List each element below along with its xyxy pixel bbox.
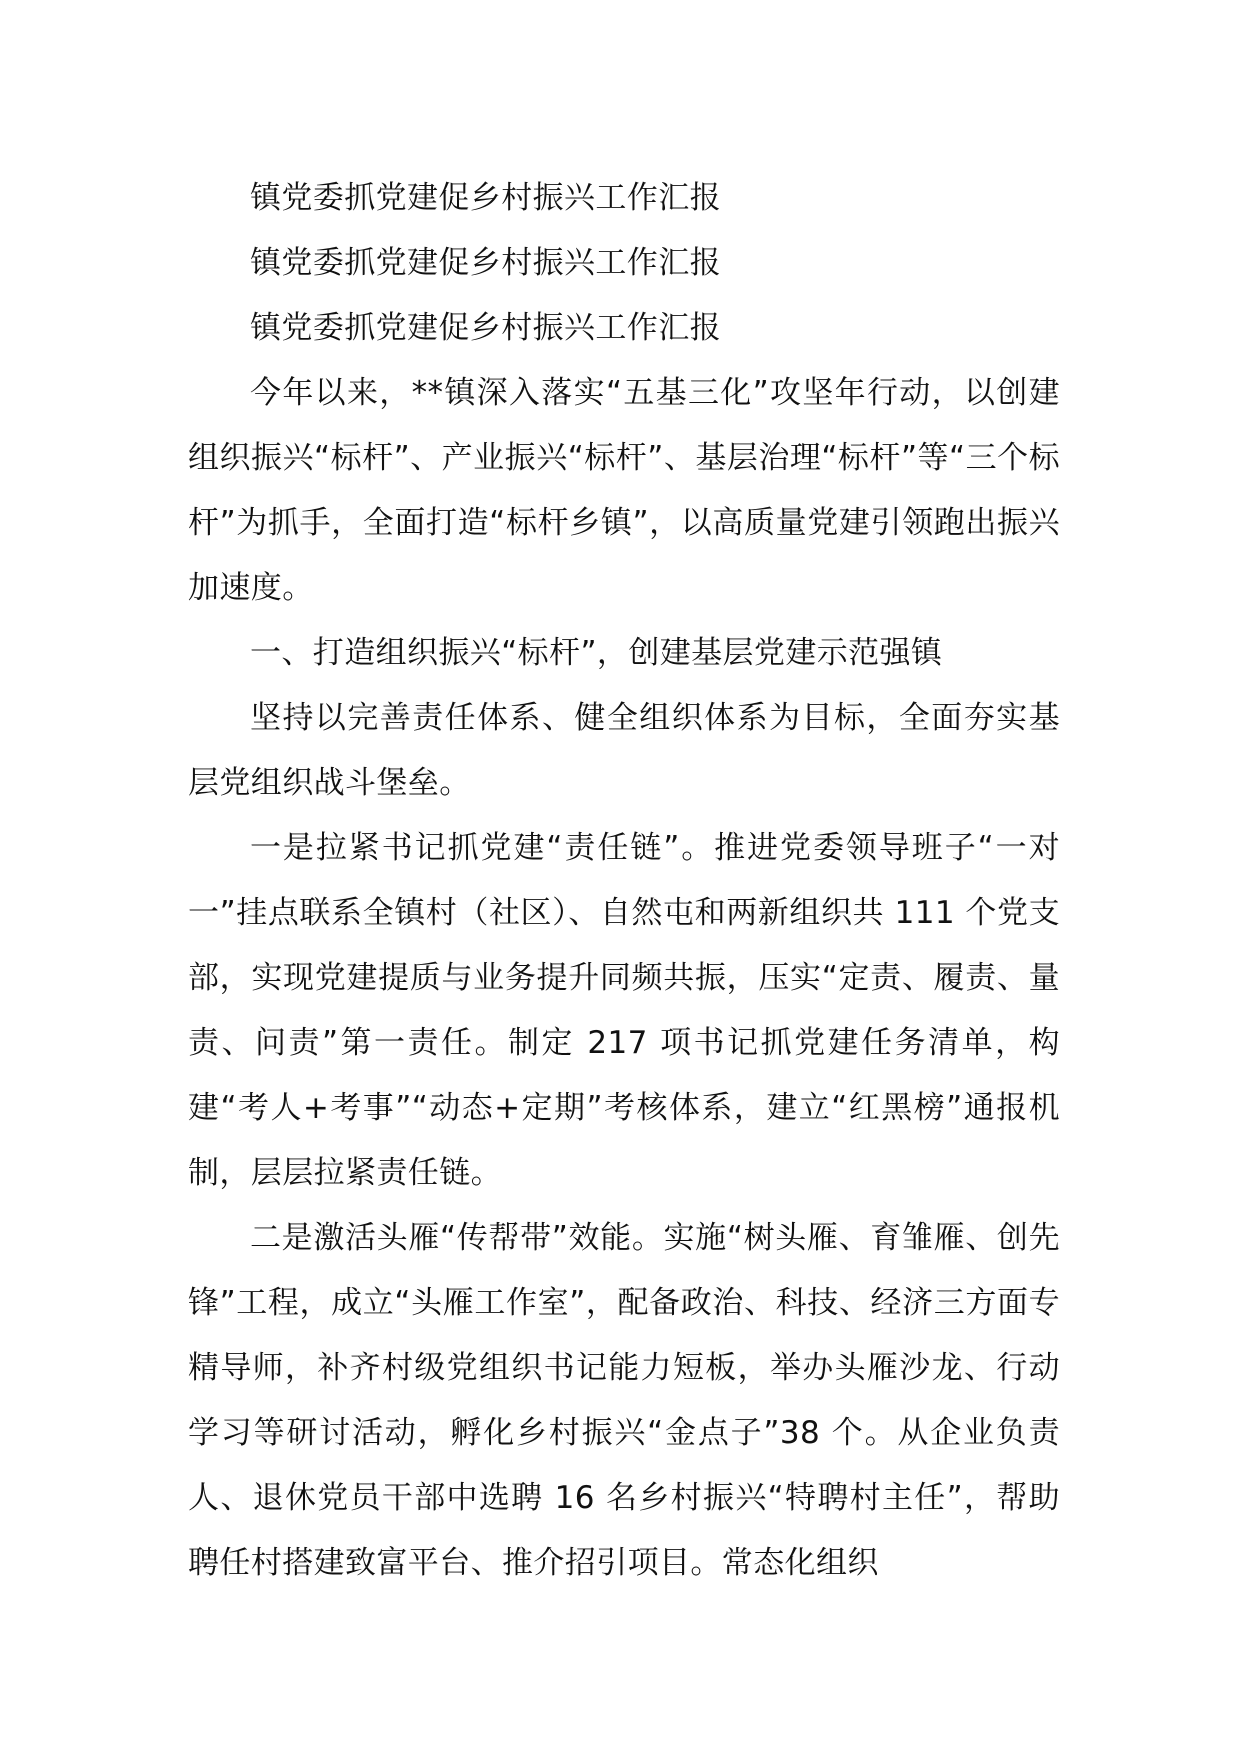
section-intro-paragraph: 坚持以完善责任体系、健全组织体系为目标，全面夯实基层党组织战斗堡垒。: [188, 700, 1060, 801]
document-body: [188, 166, 1060, 1596]
intro-paragraph: 今年以来，**镇深入落实“五基三化”攻坚年行动，以创建组织振兴“标杆”、产业振兴“标杆”、基层治理“标杆”等“三个标杆”为抓手，全面打造“标杆乡镇”，以高质量党建引领跑出振兴加速度。: [188, 375, 1060, 606]
document-title-1: 镇党委抓党建促乡村振兴工作汇报: [250, 180, 721, 216]
item-paragraph-1: 一是拉紧书记抓党建“责任链”。推进党委领导班子“一对一”挂点联系全镇村（社区）、自然屯和两新组织共 111 个党支部，实现党建提质与业务提升同频共振，压实“定责、履责、量责、问责”第一责任。制定 217 项书记抓党建任务清单，构建“考人+考事”“动态+定期”考核体系，建立“红黑榜”通报机制，层层拉紧责任链。: [188, 830, 1060, 1191]
document-title-2: 镇党委抓党建促乡村振兴工作汇报: [250, 245, 721, 281]
document-title-3: 镇党委抓党建促乡村振兴工作汇报: [250, 310, 721, 346]
section-heading-1: 一、打造组织振兴“标杆”，创建基层党建示范强镇: [250, 635, 943, 671]
item-paragraph-2: 二是激活头雁“传帮带”效能。实施“树头雁、育雏雁、创先锋”工程，成立“头雁工作室”，配备政治、科技、经济三方面专精导师，补齐村级党组织书记能力短板，举办头雁沙龙、行动学习等研讨活动，孵化乡村振兴“金点子”38 个。从企业负责人、退休党员干部中选聘 16 名乡村振兴“特聘村主任”，帮助聘任村搭建致富平台、推介招引项目。常态化组织: [188, 1220, 1060, 1581]
